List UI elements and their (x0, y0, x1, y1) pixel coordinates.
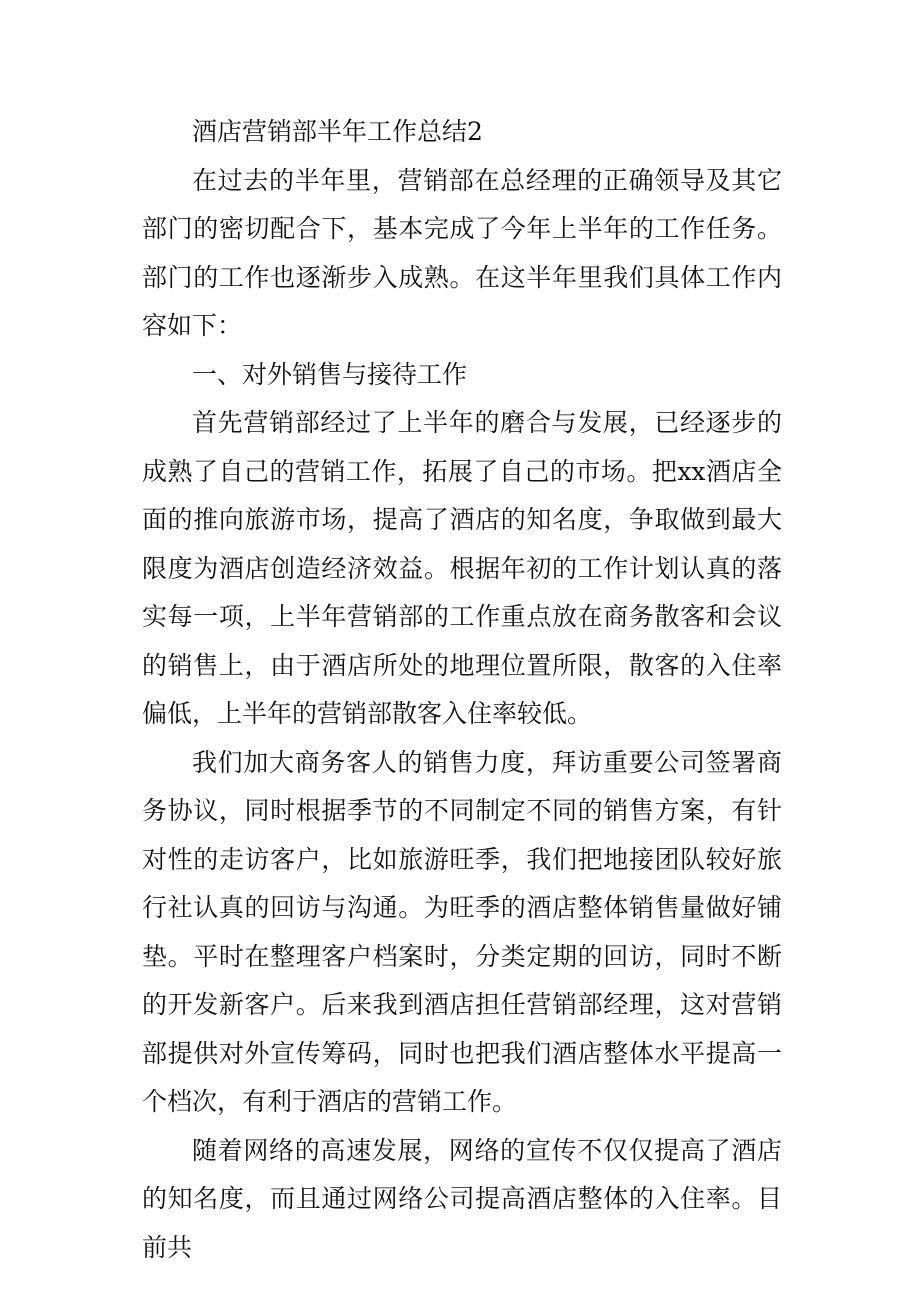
paragraph-intro: 在过去的半年里，营销部在总经理的正确领导及其它部门的密切配合下，基本完成了今年上半年的工作任务。部门的工作也逐渐步入成熟。在这半年里我们具体工作内容如下： (142, 165, 782, 340)
paragraph-market-expansion: 首先营销部经过了上半年的磨合与发展，已经逐步的成熟了自己的营销工作，拓展了自己的市场。把xx酒店全面的推向旅游市场，提高了酒店的知名度，争取做到最大限度为酒店创造经济效益。根据年初的工作计划认真的落实每一项，上半年营销部的工作重点放在商务散客和会议的销售上，由于酒店所处的地理位置所限，散客的入住率偏低，上半年的营销部散客入住率较低。 (142, 408, 782, 728)
document-body (142, 108, 782, 1272)
document-title: 酒店营销部半年工作总结2 (192, 117, 483, 146)
section-heading-external-sales: 一、对外销售与接待工作 (192, 359, 468, 389)
paragraph-business-clients: 我们加大商务客人的销售力度，拜访重要公司签署商务协议，同时根据季节的不同制定不同的销售方案，有针对性的走访客户，比如旅游旺季，我们把地接团队较好旅行社认真的回访与沟通。为旺季的酒店整体销售量做好铺垫。平时在整理客户档案时，分类定期的回访，同时不断的开发新客户。后来我到酒店担任营销部经理，这对营销部提供对外宣传筹码，同时也把我们酒店整体水平提高一个档次，有利于酒店的营销工作。 (142, 747, 782, 1116)
paragraph-online-promotion: 随着网络的高速发展，网络的宣传不仅仅提高了酒店的知名度，而且通过网络公司提高酒店整体的入住率。目前共 (142, 1135, 782, 1262)
